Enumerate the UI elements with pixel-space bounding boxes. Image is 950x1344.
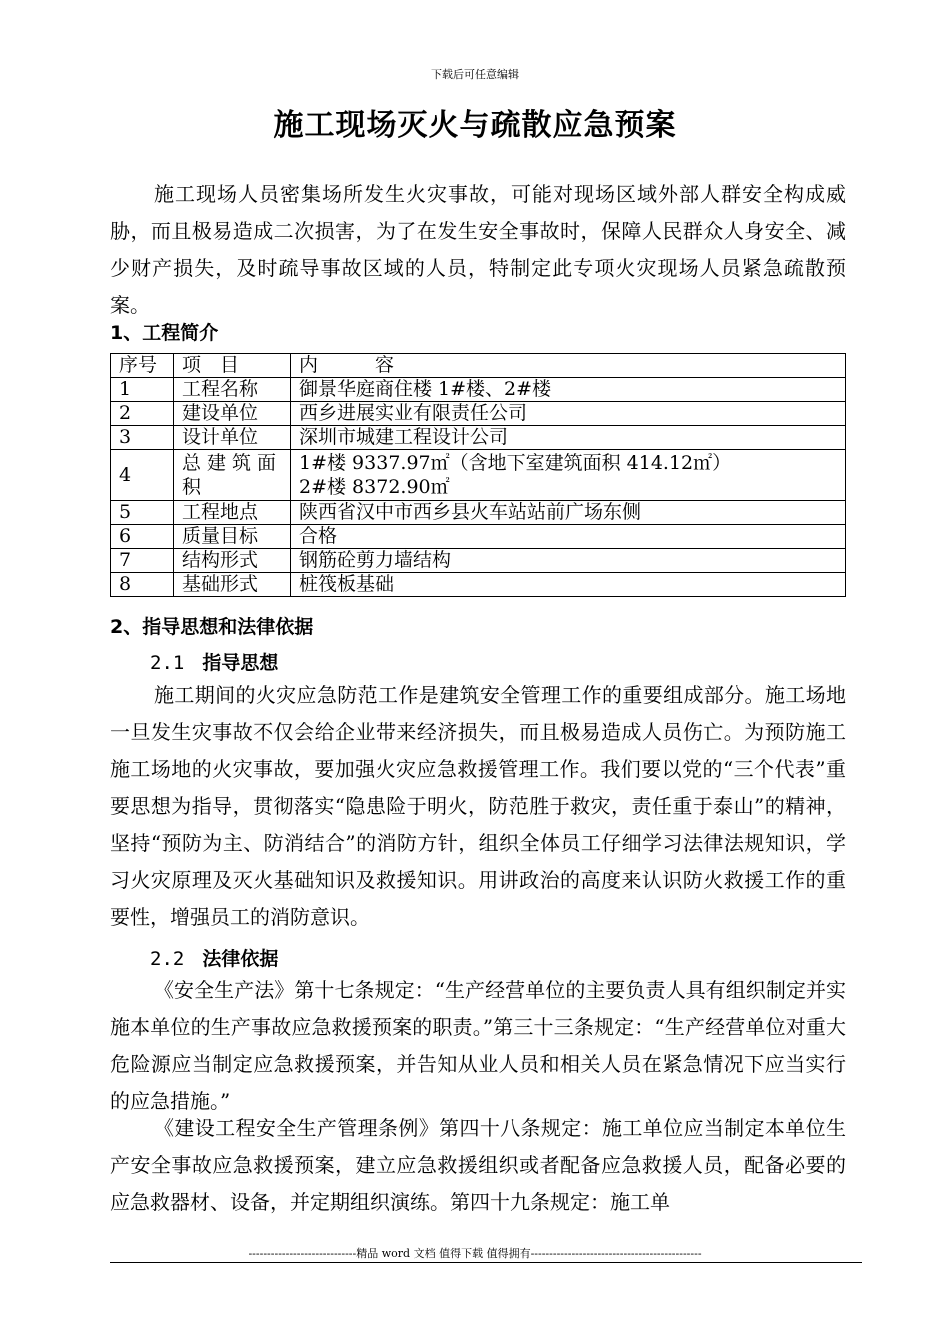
row-number: 1 xyxy=(111,378,174,402)
table-row xyxy=(111,549,846,573)
intro-paragraph: 施工现场人员密集场所发生火灾事故，可能对现场区域外部人群安全构成威胁，而且极易造成二次损害，为了在发生安全事故时，保障人民群众人身安全、减少财产损失，及时疏导事故区域的人员，特制定此专项火灾现场人员紧急疏散预案。 xyxy=(110,182,846,317)
row-number: 2 xyxy=(111,402,174,426)
row-item: 设计单位 xyxy=(174,426,291,450)
row-number: 3 xyxy=(111,426,174,450)
table-header-cell: 序号 xyxy=(111,354,174,378)
table-row xyxy=(111,573,846,597)
row-item xyxy=(174,450,291,501)
table-row xyxy=(111,378,846,402)
table-row xyxy=(111,426,846,450)
table-row xyxy=(111,501,846,525)
legal-basis-paragraph-1: 《安全生产法》第十七条规定：“生产经营单位的主要负责人具有组织制定并实施本单位的生产事故应急救援预案的职责。”第三十三条规定：“生产经营单位对重大危险源应当制定应急救援预案，并告知从业人员和相关人员在紧急情况下应当实行的应急措施。” xyxy=(110,978,846,1113)
row-item: 工程地点 xyxy=(174,501,291,525)
row-item-text: 总建筑面积 xyxy=(182,452,283,498)
table-header-cell: 内 容 xyxy=(291,354,846,378)
section1-heading: 1、工程简介 xyxy=(110,322,219,344)
row-content: 深圳市城建工程设计公司 xyxy=(291,426,846,450)
row-content-line: 1#楼 9337.97㎡（含地下室建筑面积 414.12㎡） xyxy=(299,452,732,474)
table-row xyxy=(111,525,846,549)
footer-divider xyxy=(110,1262,862,1263)
subsection-title: 指导思想 xyxy=(202,652,279,674)
row-content: 西乡进展实业有限责任公司 xyxy=(291,402,846,426)
footer-note: -----------------------------精品 word 文档 值得下载 值得拥有---------------------------------------------- xyxy=(248,1247,702,1260)
row-number: 6 xyxy=(111,525,174,549)
row-item: 质量目标 xyxy=(174,525,291,549)
row-content xyxy=(291,450,846,501)
row-item: 结构形式 xyxy=(174,549,291,573)
project-info-table xyxy=(110,353,846,597)
row-item: 建设单位 xyxy=(174,402,291,426)
row-item: 工程名称 xyxy=(174,378,291,402)
header-note: 下载后可任意编辑 xyxy=(431,68,519,81)
row-item: 基础形式 xyxy=(174,573,291,597)
guiding-ideology-paragraph: 施工期间的火灾应急防范工作是建筑安全管理工作的重要组成部分。施工场地一旦发生灾事故不仅会给企业带来经济损失，而且极易造成人员伤亡。为预防施工施工场地的火灾事故，要加强火灾应急救援管理工作。我们要以党的“三个代表”重要思想为指导，贯彻落实“隐患险于明火，防范胜于救灾，责任重于泰山”的精神，坚持“预防为主、防消结合”的消防方针，组织全体员工仔细学习法律法规知识，学习火灾原理及灭火基础知识及救援知识。用讲政治的高度来认识防火救援工作的重要性，增强员工的消防意识。 xyxy=(110,683,846,929)
document-title: 施工现场灭火与疏散应急预案 xyxy=(273,108,677,143)
legal-basis-paragraph-2: 《建设工程安全生产管理条例》第四十八条规定：施工单位应当制定本单位生产安全事故应急救援预案，建立应急救援组织或者配备应急救援人员，配备必要的应急救器材、设备，并定期组织演练。第四十九条规定：施工单 xyxy=(110,1116,846,1214)
section2-heading: 2、指导思想和法律依据 xyxy=(110,616,314,638)
table-row xyxy=(111,402,846,426)
table-row xyxy=(111,450,846,501)
row-number: 5 xyxy=(111,501,174,525)
row-content: 桩筏板基础 xyxy=(291,573,846,597)
subsection-title: 法律依据 xyxy=(202,948,279,970)
row-content: 陕西省汉中市西乡县火车站站前广场东侧 xyxy=(291,501,846,525)
table-header-cell: 项 目 xyxy=(174,354,291,378)
row-content: 合格 xyxy=(291,525,846,549)
subsection-2-1-heading xyxy=(150,648,278,675)
subsection-number: 2.2 xyxy=(150,948,185,970)
row-content: 御景华庭商住楼 1#楼、2#楼 xyxy=(291,378,846,402)
row-content: 钢筋砼剪力墙结构 xyxy=(291,549,846,573)
row-number: 7 xyxy=(111,549,174,573)
subsection-2-2-heading xyxy=(150,944,278,971)
table-header-row xyxy=(111,354,846,378)
row-number: 8 xyxy=(111,573,174,597)
row-content-line: 2#楼 8372.90㎡ xyxy=(299,476,450,498)
row-number: 4 xyxy=(111,450,174,501)
subsection-number: 2.1 xyxy=(150,652,185,674)
